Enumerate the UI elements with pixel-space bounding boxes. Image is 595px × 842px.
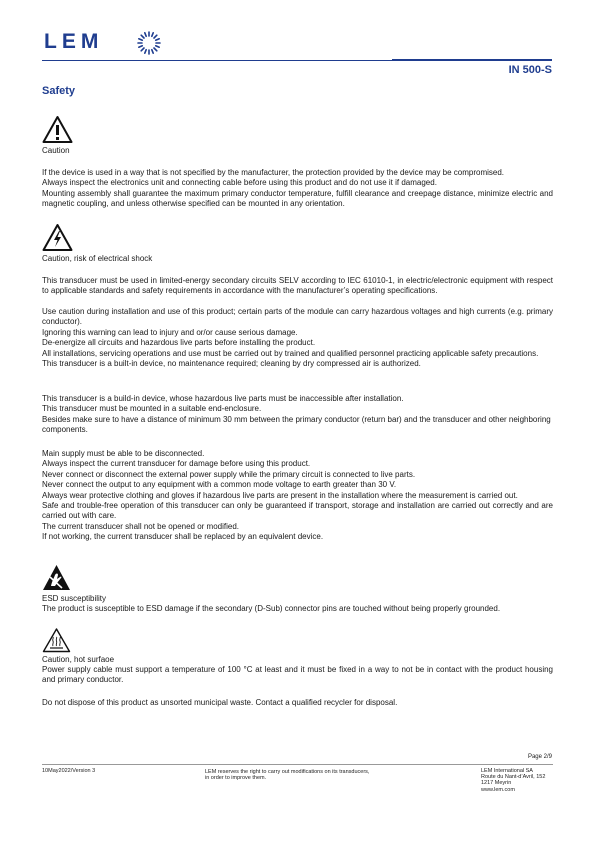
disposal-text	[42, 698, 553, 708]
shock-line: This transducer must be mounted in a suitable end-enclosure.	[42, 404, 262, 414]
shock-line: Never connect or disconnect the external power supply while the primary circuit is connected to live parts.	[42, 469, 416, 479]
disposal-line: Do not dispose of this product as unsorted municipal waste. Contact a qualified recycler for disposal.	[42, 698, 398, 707]
shock-line: This transducer is a built-in device, no maintenance required; cleaning by dry compressed air is authorized.	[42, 359, 421, 369]
footer-notice-line: in order to improve them.	[205, 775, 267, 782]
shock-line: All installations, servicing operations and use must be carried out by trained and qualified personnel practicing applicable safety precautions.	[42, 348, 539, 358]
caution-line: Mounting assembly shall guarantee the maximum primary conductor temperature, fulfill clearance and creepage distance, minimize electric and magnetic coupling, and unless otherwise specified can be mounted in any orientation.	[42, 188, 553, 209]
caution-line: If the device is used in a way that is not specified by the manufacturer, the protection provided by the device may be compromised.	[42, 168, 505, 177]
footer-address-line: Route du Nant-d’Avril, 152	[481, 774, 546, 781]
shock-line: This transducer must be used in limited-energy secondary circuits SELV according to IEC 61010-1, in electric/electronic equipment with respect to applicable standards and safety requirements in accordance with the manufacturer’s operating specifications.	[42, 276, 553, 296]
shock-line: This transducer is a build-in device, whose hazardous live parts must be inaccessible after installation.	[42, 394, 404, 403]
shock-paragraph-2	[42, 307, 553, 369]
footer-address-line: LEM International SA	[481, 768, 533, 774]
hot-surface-label: Caution, hot surfaoe	[42, 655, 115, 664]
hot-line: Power supply cable must support a temperature of 100 °C at least and it must be fixed in a way to not be in contact with the product housing and primary conductor.	[42, 665, 553, 685]
shock-line: Besides make sure to have a distance of minimum 30 mm between the primary conductor (return bar) and the transducer and other neighboring components.	[42, 414, 551, 435]
shock-paragraph-1	[42, 276, 553, 297]
shock-line: If not working, the current transducer shall be replaced by an equivalent device.	[42, 532, 324, 542]
caution-text	[42, 168, 553, 210]
hot-surface-icon	[42, 627, 71, 653]
shock-line: De-energize all circuits and hazardous live parts before installing the product.	[42, 338, 316, 348]
caution-line: Always inspect the electronics unit and connecting cable before using this product and do not use it if damaged.	[42, 178, 437, 188]
footer-version: 10May2022/Version 3	[42, 768, 96, 774]
shock-paragraph-4	[42, 449, 553, 543]
shock-line: Main supply must be able to be disconnected.	[42, 449, 205, 458]
esd-icon	[42, 564, 71, 591]
product-name: IN 500-S	[508, 64, 552, 76]
footer-address	[481, 768, 545, 793]
esd-line: The product is susceptible to ESD damage if the secondary (D-Sub) connector pins are touched without being properly grounded.	[42, 604, 501, 613]
footer-notice	[205, 769, 369, 781]
header-rule	[42, 60, 552, 61]
footer-rule	[42, 764, 553, 765]
shock-line: Use caution during installation and use of this product; certain parts of the module can carry hazardous voltages and high currents (e.g. primary conductor).	[42, 307, 553, 327]
header-rule-accent	[392, 59, 552, 60]
hot-surface-text	[42, 665, 553, 686]
shock-line: Safe and trouble-free operation of this transducer can only be guaranteed if transport, storage and installation are carried out correctly and are carried out with care.	[42, 501, 553, 521]
esd-text	[42, 604, 553, 614]
footer-address-line: 1217 Meyrin	[481, 780, 512, 787]
esd-label: ESD susceptibility	[42, 594, 107, 603]
logo-burst-icon	[136, 30, 162, 56]
shock-line: Never connect the output to any equipment with a common mode voltage to earth greater than 30 V.	[42, 480, 397, 490]
shock-line: Always inspect the current transducer for damage before using this product.	[42, 459, 311, 469]
footer-website-link[interactable]: www.lem.com	[481, 786, 515, 793]
shock-line: Ignoring this warning can lead to injury and or/or cause serious damage.	[42, 327, 298, 337]
warning-icon	[42, 115, 73, 144]
lem-logo: LEM	[44, 30, 104, 53]
electrical-shock-icon	[42, 223, 73, 252]
shock-line: Always wear protective clothing and gloves if hazardous live parts are present in the installation where the measurement is carried out.	[42, 490, 518, 500]
footer-notice-line: LEM reserves the right to carry out modifications on its transducers,	[205, 769, 370, 775]
shock-line: The current transducer shall not be opened or modified.	[42, 521, 240, 531]
shock-label: Caution, risk of electrical shock	[42, 254, 153, 263]
page-number: Page 2/9	[527, 754, 552, 760]
caution-label: Caution	[42, 146, 70, 155]
section-title: Safety	[42, 85, 76, 97]
shock-paragraph-3	[42, 394, 553, 436]
